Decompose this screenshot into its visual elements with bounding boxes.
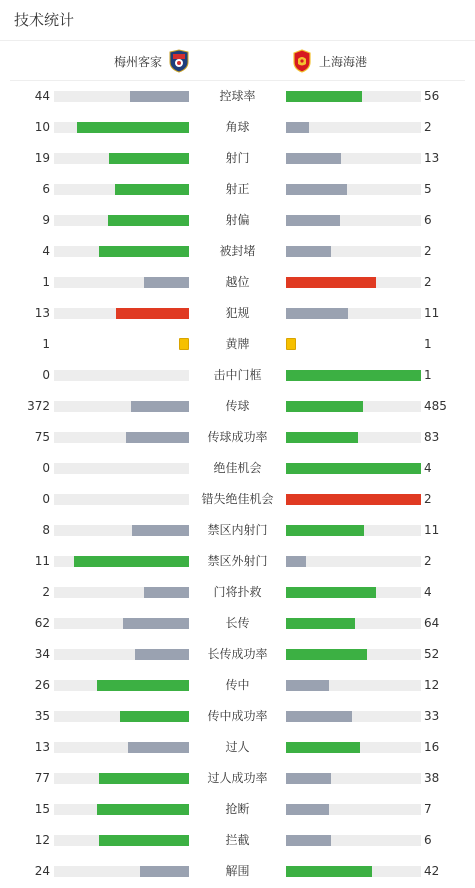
stat-label: 绝佳机会	[213, 461, 262, 475]
stat-row	[0, 422, 475, 453]
away-value: 485	[424, 399, 447, 413]
title-divider	[0, 40, 475, 41]
away-value: 2	[424, 554, 432, 568]
away-value: 6	[424, 833, 432, 847]
home-bar-track	[54, 215, 189, 226]
away-value: 6	[424, 213, 432, 227]
stat-row	[0, 577, 475, 608]
away-bar-fill	[286, 649, 367, 660]
away-value: 5	[424, 182, 432, 196]
away-bar-track	[286, 835, 421, 846]
stat-label: 传球成功率	[207, 430, 268, 444]
away-value: 4	[424, 461, 432, 475]
away-value: 2	[424, 275, 432, 289]
home-bar-fill	[144, 587, 189, 598]
home-bar-track	[54, 277, 189, 288]
away-value: 83	[424, 430, 440, 444]
away-bar-fill	[286, 556, 306, 567]
stat-row	[0, 81, 475, 112]
home-team[interactable]	[114, 48, 190, 74]
home-bar-track	[54, 866, 189, 877]
stat-label: 射偏	[225, 213, 250, 227]
home-bar-track	[54, 308, 189, 319]
stat-label: 门将扑救	[213, 585, 262, 599]
stat-label: 长传成功率	[207, 647, 268, 661]
home-value: 8	[42, 523, 50, 537]
away-bar-track	[286, 525, 421, 536]
away-bar-track	[286, 370, 421, 381]
away-value: 4	[424, 585, 432, 599]
stat-row	[0, 391, 475, 422]
home-bar-track	[54, 618, 189, 629]
stat-row	[0, 143, 475, 174]
away-bar-fill	[286, 401, 363, 412]
home-value: 75	[34, 430, 50, 444]
stat-label: 禁区内射门	[207, 523, 268, 537]
stat-label: 错失绝佳机会	[201, 492, 274, 506]
stat-label: 犯规	[225, 306, 250, 320]
home-value: 0	[42, 368, 50, 382]
away-bar-fill	[286, 91, 362, 102]
home-bar-track	[54, 122, 189, 133]
away-bar-track	[286, 618, 421, 629]
home-bar-fill	[130, 91, 189, 102]
away-bar-track	[286, 91, 421, 102]
home-value: 35	[34, 709, 50, 723]
home-bar-track	[54, 370, 189, 381]
away-bar-track	[286, 277, 421, 288]
away-bar-fill	[286, 308, 348, 319]
away-bar-track	[286, 556, 421, 567]
stat-label: 击中门框	[213, 368, 262, 382]
home-bar-track	[54, 804, 189, 815]
away-value: 1	[424, 368, 432, 382]
away-value: 7	[424, 802, 432, 816]
home-value: 62	[34, 616, 50, 630]
team-header	[10, 44, 465, 78]
away-bar-track	[286, 246, 421, 257]
stat-label: 角球	[225, 120, 250, 134]
home-value: 4	[42, 244, 50, 258]
away-value: 56	[424, 89, 440, 103]
home-bar-fill	[108, 215, 189, 226]
home-bar-track	[54, 494, 189, 505]
away-bar-track	[286, 463, 421, 474]
away-bar-fill	[286, 215, 340, 226]
home-value: 1	[42, 337, 50, 351]
stat-row	[0, 112, 475, 143]
stat-row	[0, 174, 475, 205]
away-bar-fill	[286, 618, 355, 629]
away-bar-fill	[286, 711, 352, 722]
stat-row	[0, 794, 475, 825]
home-value: 24	[34, 864, 50, 878]
stat-row	[0, 856, 475, 887]
home-bar-track	[54, 649, 189, 660]
away-bar-fill	[286, 866, 372, 877]
home-bar-fill	[99, 246, 189, 257]
home-bar-fill	[99, 835, 189, 846]
home-team-name: 梅州客家	[113, 54, 162, 69]
meizhou-hakka-crest-icon	[168, 49, 190, 73]
home-bar-fill	[115, 184, 189, 195]
home-bar-track	[54, 463, 189, 474]
away-bar-track	[286, 587, 421, 598]
home-value: 1	[42, 275, 50, 289]
away-bar-fill	[286, 835, 331, 846]
away-value: 2	[424, 492, 432, 506]
stat-label: 传中	[225, 678, 250, 692]
home-bar-track	[54, 711, 189, 722]
home-bar-fill	[120, 711, 189, 722]
home-bar-fill	[99, 773, 189, 784]
stats-list	[0, 81, 475, 887]
stat-label: 传球	[225, 399, 250, 413]
away-yellow-card-icon	[286, 338, 296, 350]
away-team-name: 上海海港	[319, 54, 368, 69]
away-value: 2	[424, 244, 432, 258]
stat-row	[0, 701, 475, 732]
away-bar-track	[286, 215, 421, 226]
home-bar-fill	[77, 122, 189, 133]
home-value: 12	[34, 833, 50, 847]
home-bar-fill	[140, 866, 189, 877]
home-bar-track	[54, 680, 189, 691]
stat-label: 抢断	[225, 802, 250, 816]
away-value: 64	[424, 616, 440, 630]
away-value: 12	[424, 678, 440, 692]
away-bar-track	[286, 649, 421, 660]
stat-label: 控球率	[219, 89, 256, 103]
home-bar-track	[54, 773, 189, 784]
away-value: 33	[424, 709, 440, 723]
home-value: 0	[42, 461, 50, 475]
home-value: 44	[34, 89, 50, 103]
away-bar-fill	[286, 122, 309, 133]
home-value: 9	[42, 213, 50, 227]
home-value: 10	[34, 120, 50, 134]
stat-label: 黄牌	[225, 337, 250, 351]
stat-label: 被封堵	[219, 244, 256, 258]
away-bar-fill	[286, 277, 376, 288]
away-bar-track	[286, 153, 421, 164]
stat-row	[0, 484, 475, 515]
home-bar-fill	[144, 277, 189, 288]
away-bar-fill	[286, 246, 331, 257]
home-value: 26	[34, 678, 50, 692]
away-bar-track	[286, 494, 421, 505]
stat-label: 解围	[225, 864, 250, 878]
home-bar-fill	[132, 525, 189, 536]
home-bar-track	[54, 742, 189, 753]
stat-row	[0, 546, 475, 577]
away-bar-fill	[286, 525, 364, 536]
home-value: 13	[34, 740, 50, 754]
home-value: 372	[27, 399, 50, 413]
stat-row	[0, 453, 475, 484]
home-bar-track	[54, 401, 189, 412]
away-bar-fill	[286, 494, 421, 505]
home-bar-fill	[97, 804, 189, 815]
away-value: 13	[424, 151, 440, 165]
away-value: 2	[424, 120, 432, 134]
home-value: 2	[42, 585, 50, 599]
stat-label: 长传	[225, 616, 250, 630]
home-bar-track	[54, 184, 189, 195]
stat-row	[0, 329, 475, 360]
away-bar-track	[286, 122, 421, 133]
away-bar-fill	[286, 370, 421, 381]
away-bar-track	[286, 711, 421, 722]
home-bar-track	[54, 556, 189, 567]
away-value: 42	[424, 864, 440, 878]
away-value: 38	[424, 771, 440, 785]
home-value: 77	[34, 771, 50, 785]
stat-label: 传中成功率	[207, 709, 268, 723]
away-bar-fill	[286, 742, 360, 753]
stat-row	[0, 825, 475, 856]
away-value: 52	[424, 647, 440, 661]
home-value: 19	[34, 151, 50, 165]
stat-row	[0, 205, 475, 236]
away-bar-fill	[286, 153, 341, 164]
stat-label: 禁区外射门	[207, 554, 268, 568]
stat-label: 射正	[225, 182, 250, 196]
stat-row	[0, 639, 475, 670]
away-value: 16	[424, 740, 440, 754]
stat-row	[0, 267, 475, 298]
away-bar-track	[286, 742, 421, 753]
away-bar-track	[286, 308, 421, 319]
stat-label: 过人	[225, 740, 250, 754]
stat-row	[0, 732, 475, 763]
away-bar-track	[286, 866, 421, 877]
away-value: 11	[424, 306, 440, 320]
away-bar-track	[286, 401, 421, 412]
stat-row	[0, 515, 475, 546]
stat-row	[0, 360, 475, 391]
home-bar-track	[54, 835, 189, 846]
away-bar-fill	[286, 773, 331, 784]
away-bar-fill	[286, 463, 421, 474]
stat-row	[0, 236, 475, 267]
home-bar-fill	[109, 153, 189, 164]
stat-row	[0, 298, 475, 329]
home-bar-fill	[131, 401, 189, 412]
away-bar-track	[286, 432, 421, 443]
away-bar-fill	[286, 680, 329, 691]
home-bar-track	[54, 525, 189, 536]
away-bar-track	[286, 680, 421, 691]
home-bar-fill	[128, 742, 189, 753]
away-bar-fill	[286, 432, 358, 443]
stat-row	[0, 608, 475, 639]
home-bar-track	[54, 246, 189, 257]
away-value: 1	[424, 337, 432, 351]
home-bar-fill	[126, 432, 189, 443]
home-value: 6	[42, 182, 50, 196]
home-bar-fill	[97, 680, 189, 691]
stat-label: 越位	[225, 275, 250, 289]
home-value: 15	[34, 802, 50, 816]
shanghai-port-crest-icon	[291, 49, 313, 73]
away-team[interactable]	[291, 48, 367, 74]
home-bar-track	[54, 91, 189, 102]
away-bar-track	[286, 184, 421, 195]
stat-row	[0, 763, 475, 794]
away-bar-fill	[286, 184, 347, 195]
home-value: 34	[34, 647, 50, 661]
stat-label: 拦截	[225, 833, 250, 847]
stat-label: 过人成功率	[207, 771, 268, 785]
home-bar-fill	[116, 308, 189, 319]
away-bar-fill	[286, 804, 329, 815]
section-title: 技术统计	[14, 11, 75, 29]
home-bar-fill	[135, 649, 189, 660]
home-bar-fill	[74, 556, 189, 567]
home-yellow-card-icon	[179, 338, 189, 350]
stat-label: 射门	[225, 151, 250, 165]
home-value: 0	[42, 492, 50, 506]
home-value: 11	[34, 554, 50, 568]
home-bar-track	[54, 153, 189, 164]
away-bar-fill	[286, 587, 376, 598]
away-value: 11	[424, 523, 440, 537]
home-bar-track	[54, 587, 189, 598]
home-bar-fill	[123, 618, 189, 629]
home-bar-track	[54, 432, 189, 443]
stat-row	[0, 670, 475, 701]
away-bar-track	[286, 773, 421, 784]
away-bar-track	[286, 804, 421, 815]
home-value: 13	[34, 306, 50, 320]
